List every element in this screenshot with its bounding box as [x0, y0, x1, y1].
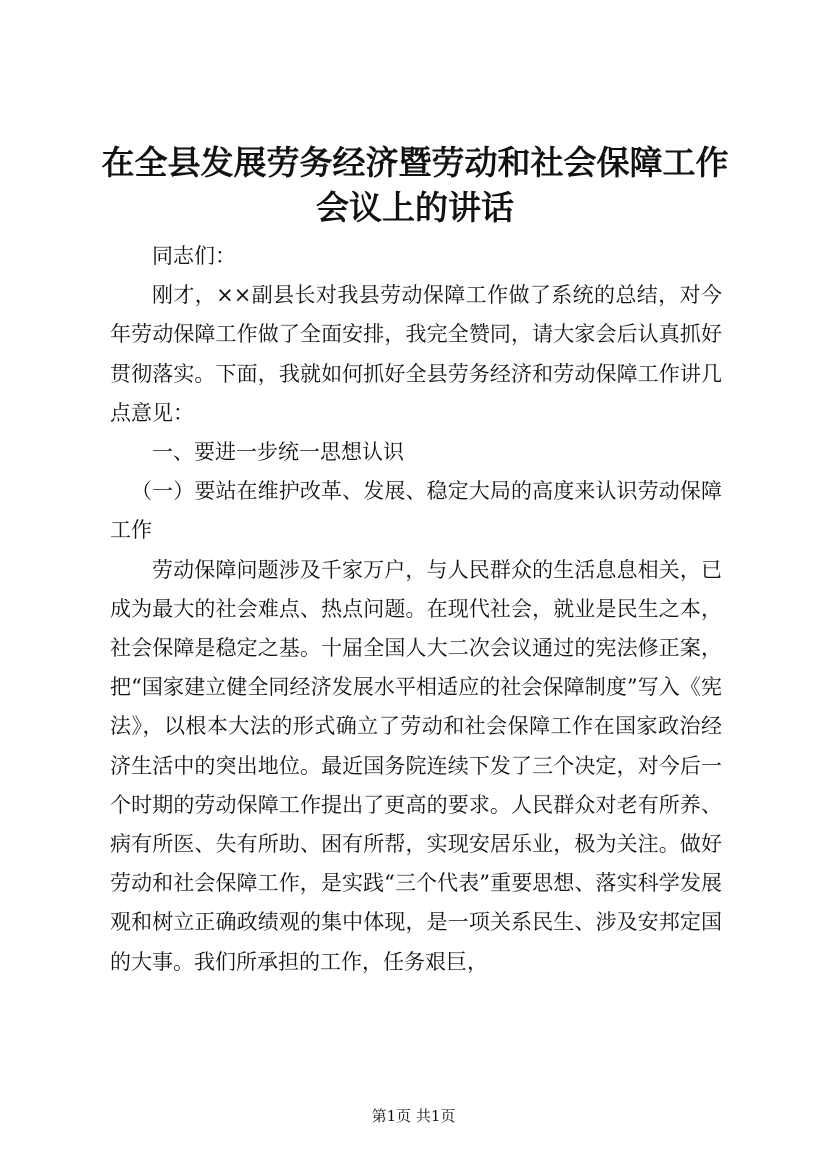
section-heading: 一、要进一步统一思想认识 [152, 440, 404, 465]
intro-paragraph: 刚才，××副县长对我县劳动保障工作做了系统的总结，对今年劳动保障工作做了全面安排，我完全赞同，请大家会后认真抓好贯彻落实。下面，我就如何抓好全县劳务经济和劳动保障工作讲几点意见： [110, 283, 722, 425]
salutation-paragraph: 同志们： [152, 244, 236, 268]
page-title: 在全县发展劳务经济暨劳动和社会保障工作会议上的讲话 [101, 143, 729, 227]
document-body [110, 237, 722, 982]
body-paragraph: 劳动保障问题涉及千家万户，与人民群众的生活息息相关，已成为最大的社会难点、热点问题。在现代社会，就业是民生之本，社会保障是稳定之基。十届全国人大二次会议通过的宪法修正案，把“国家建立健全同经济发展水平相适应的社会保障制度”写入《宪法》，以根本大法的形式确立了劳动和社会保障工作在国家政治经济生活中的突出地位。最近国务院连续下发了三个决定，对今后一个时期的劳动保障工作提出了更高的要求。人民群众对老有所养、病有所医、失有所助、困有所帮，实现安居乐业，极为关注。做好劳动和社会保障工作，是实践“三个代表”重要思想、落实科学发展观和树立正确政绩观的集中体现，是一项关系民生、涉及安邦定国的大事。我们所承担的工作，任务艰巨， [110, 557, 722, 974]
page-footer: 第1页 共1页 [371, 1107, 456, 1125]
subsection-heading: （一）要站在维护改革、发展、稳定大局的高度来认识劳动保障工作 [110, 479, 722, 543]
